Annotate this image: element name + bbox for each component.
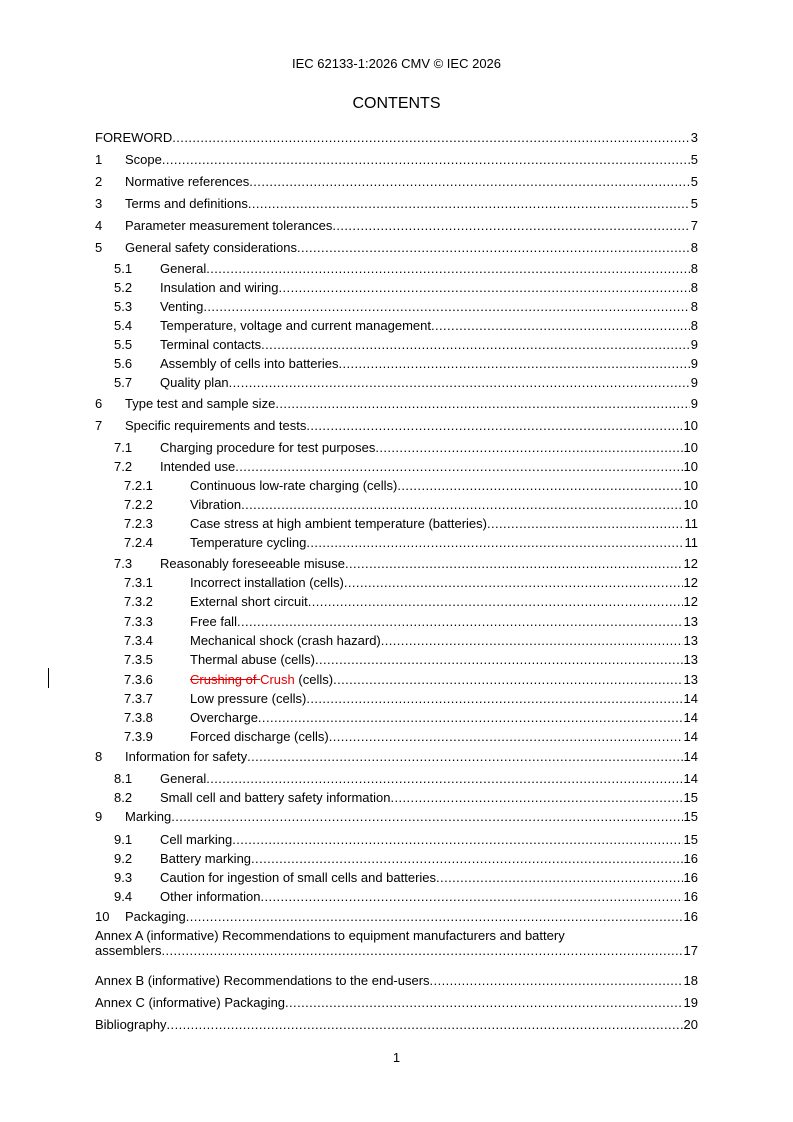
dot-leader (162, 152, 690, 167)
toc-entry[interactable] (95, 610, 698, 629)
toc-entry-number: 7.3.3 (124, 614, 153, 629)
toc-entry[interactable] (95, 414, 698, 433)
toc-entry-page: 14 (683, 710, 698, 725)
toc-entry-page: 11 (684, 535, 698, 550)
toc-entry-number: 9 (95, 809, 103, 824)
toc-entry[interactable] (95, 786, 698, 805)
dot-leader (206, 261, 690, 276)
dot-leader (306, 418, 682, 433)
toc-entry-page: 12 (683, 556, 698, 571)
toc-entry-number: 8.2 (114, 790, 133, 805)
toc-entry-title: General safety considerations (125, 240, 297, 255)
toc-entry-page: 8 (690, 261, 698, 276)
toc-entry-number: 9.1 (114, 832, 133, 847)
toc-entry-page: 15 (683, 832, 698, 847)
toc-entry-number: 5.3 (114, 299, 133, 314)
toc-entry-page: 8 (690, 280, 698, 295)
toc-entry-title: Assembly of cells into batteries (160, 356, 339, 371)
toc-entry[interactable] (95, 885, 698, 904)
toc-entry-title: Battery marking (160, 851, 252, 866)
toc-entry-number: 8 (95, 749, 103, 764)
toc-entry-title: Charging procedure for test purposes (160, 440, 376, 455)
toc-entry[interactable] (95, 866, 698, 885)
dot-leader (235, 459, 682, 474)
dot-leader (315, 652, 683, 667)
dot-leader (247, 749, 682, 764)
toc-entry[interactable] (95, 126, 698, 145)
toc-entry-page: 10 (683, 459, 698, 474)
toc-entry[interactable] (95, 455, 698, 474)
toc-entry-number: 5.5 (114, 337, 133, 352)
toc-entry-title: Other information (160, 889, 261, 904)
dot-leader (258, 710, 683, 725)
dot-leader (251, 851, 682, 866)
toc-entry-page: 8 (690, 299, 698, 314)
toc-entry-title: Free fall (190, 614, 237, 629)
toc-annex-entry[interactable] (95, 969, 698, 988)
toc-entry-title: Caution for ingestion of small cells and batteries (160, 870, 437, 885)
toc-entry-number: 7.2.3 (124, 516, 153, 531)
toc-entry[interactable] (95, 474, 698, 493)
toc-entry-page: 15 (683, 790, 698, 805)
dot-leader (279, 280, 690, 295)
toc-entry[interactable] (95, 531, 698, 550)
toc-entry-title: Reasonably foreseeable misuse (160, 556, 345, 571)
toc-entry-page: 12 (683, 594, 698, 609)
toc-annex-entry[interactable] (95, 1013, 698, 1032)
toc-entry[interactable] (95, 571, 698, 590)
toc-entry-title: Terms and definitions (125, 196, 248, 211)
toc-entry-title: Continuous low-rate charging (cells) (190, 478, 398, 493)
toc-entry-title: FOREWORD (95, 130, 173, 145)
toc-entry-page: 10 (683, 497, 698, 512)
toc-entry-number: 7.3.1 (124, 575, 153, 590)
toc-entry-title-rest: (cells) (294, 672, 334, 687)
toc-entry-page: 8 (690, 240, 698, 255)
dot-leader (248, 196, 690, 211)
toc-entry-title: Insulation and wiring (160, 280, 279, 295)
dot-leader (329, 729, 683, 744)
toc-entry-title: Incorrect installation (cells) (190, 575, 344, 590)
dot-leader (161, 943, 682, 958)
toc-entry-title: Mechanical shock (crash hazard) (190, 633, 381, 648)
toc-entry-number: 7.2.4 (124, 535, 153, 550)
dot-leader (241, 497, 682, 512)
toc-entry-title: Quality plan (160, 375, 229, 390)
toc-entry-title: Scope (125, 152, 162, 167)
toc-entry-number: 7.3.4 (124, 633, 153, 648)
toc-entry-page: 14 (683, 771, 698, 786)
toc-entry-title: Forced discharge (cells) (190, 729, 329, 744)
toc-entry[interactable] (95, 493, 698, 512)
dot-leader (229, 375, 690, 390)
toc-entry-title: Low pressure (cells) (190, 691, 307, 706)
document-header: IEC 62133-1:2026 CMV © IEC 2026 (291, 56, 502, 71)
toc-entry-title: Case stress at high ambient temperature (batteries) (190, 516, 487, 531)
toc-entry[interactable] (95, 706, 698, 725)
toc-entry-title: General (160, 261, 207, 276)
toc-entry-title: Annex B (informative) Recommendations to the end-users (95, 973, 430, 988)
toc-entry-number: 7.3.2 (124, 594, 153, 609)
toc-entry[interactable] (95, 371, 698, 390)
toc-entry-title: Parameter measurement tolerances (125, 218, 333, 233)
toc-entry-page: 9 (690, 337, 698, 352)
dot-leader (285, 995, 683, 1010)
toc-entry-page: 16 (683, 889, 698, 904)
dot-leader (338, 356, 689, 371)
toc-entry-title: Temperature cycling (190, 535, 307, 550)
toc-entry[interactable] (95, 148, 698, 167)
toc-entry-title: Overcharge (190, 710, 258, 725)
toc-entry-title: Bibliography (95, 1017, 167, 1032)
toc-entry[interactable] (95, 847, 698, 866)
toc-entry-number: 7.1 (114, 440, 133, 455)
dot-leader (308, 594, 683, 609)
toc-entry-number: 5 (95, 240, 103, 255)
dot-leader (261, 337, 690, 352)
inserted-text: Crush (260, 672, 295, 687)
toc-entry-title: Terminal contacts (160, 337, 262, 352)
dot-leader (306, 691, 682, 706)
toc-entry-title: Specific requirements and tests (125, 418, 307, 433)
dot-leader (333, 672, 682, 687)
toc-entry[interactable] (95, 295, 698, 314)
dot-leader (487, 516, 684, 531)
toc-entry-page: 5 (690, 196, 698, 211)
dot-leader (436, 870, 682, 885)
toc-entry[interactable] (95, 512, 698, 531)
dot-leader (275, 396, 689, 411)
toc-entry-page: 14 (683, 729, 698, 744)
toc-entry-title: Cell marking (160, 832, 233, 847)
dot-leader (203, 299, 689, 314)
toc-entry-title: Type test and sample size (125, 396, 276, 411)
toc-entry-page: 10 (683, 418, 698, 433)
toc-entry[interactable] (95, 629, 698, 648)
toc-entry-page: 10 (683, 440, 698, 455)
dot-leader (344, 575, 683, 590)
toc-entry-number: 5.2 (114, 280, 133, 295)
toc-entry[interactable] (95, 590, 698, 609)
toc-entry-number: 5.6 (114, 356, 133, 371)
deleted-text: Crushing of (190, 672, 261, 687)
page-number: 1 (392, 1050, 401, 1065)
dot-leader (186, 909, 683, 924)
toc-entry-page: 13 (683, 633, 698, 648)
toc-entry-page: 9 (690, 356, 698, 371)
toc-annex-entry[interactable] (95, 928, 698, 958)
toc-entry-page: 13 (683, 672, 698, 687)
toc-entry[interactable] (95, 767, 698, 786)
toc-entry-page: 16 (683, 909, 698, 924)
toc-entry-title: External short circuit (190, 594, 308, 609)
toc-entry-number: 7.3.8 (124, 710, 153, 725)
toc-entry[interactable] (95, 170, 698, 189)
dot-leader (260, 889, 682, 904)
toc-entry[interactable] (95, 257, 698, 276)
toc-entry-title: General (160, 771, 207, 786)
toc-entry-page: 5 (690, 152, 698, 167)
toc-entry-page: 11 (684, 516, 698, 531)
toc-entry[interactable] (95, 214, 698, 233)
toc-entry-page: 16 (683, 870, 698, 885)
toc-entry-page: 16 (683, 851, 698, 866)
dot-leader (232, 832, 682, 847)
toc-entry-number: 10 (95, 909, 110, 924)
toc-entry-number: 6 (95, 396, 103, 411)
toc-entry[interactable] (95, 236, 698, 255)
toc-annex-entry[interactable] (95, 991, 698, 1010)
toc-entry-page: 14 (683, 749, 698, 764)
dot-leader (332, 218, 689, 233)
toc-entry-number: 7.3.5 (124, 652, 153, 667)
dot-leader (431, 318, 690, 333)
dot-leader (237, 614, 683, 629)
toc-entry-page: 15 (683, 809, 698, 824)
dot-leader (249, 174, 689, 189)
toc-entry-page: 3 (690, 130, 698, 145)
toc-entry-number: 3 (95, 196, 103, 211)
toc-entry-page: 8 (690, 318, 698, 333)
toc-entry-number: 5.7 (114, 375, 133, 390)
dot-leader (206, 771, 682, 786)
toc-entry-page: 13 (683, 614, 698, 629)
toc-entry[interactable] (95, 905, 698, 924)
toc-entry[interactable] (95, 276, 698, 295)
toc-entry-number: 7.3 (114, 556, 133, 571)
toc-entry-number: 4 (95, 218, 103, 233)
toc-entry-number: 9.4 (114, 889, 133, 904)
toc-entry-number: 5.1 (114, 261, 133, 276)
toc-entry-title: Small cell and battery safety information (160, 790, 391, 805)
toc-entry-page: 12 (683, 575, 698, 590)
toc-entry-number: 7.3.7 (124, 691, 153, 706)
toc-entry[interactable] (95, 828, 698, 847)
dot-leader (375, 440, 682, 455)
toc-entry-number: 5.4 (114, 318, 133, 333)
toc-entry-page: 19 (683, 995, 698, 1010)
toc-entry[interactable] (95, 805, 698, 824)
toc-entry-title: Vibration (190, 497, 242, 512)
toc-entry[interactable] (95, 436, 698, 455)
change-bar (48, 668, 49, 688)
page-title: CONTENTS (352, 95, 441, 112)
dot-leader (306, 535, 683, 550)
toc-entry-page: 7 (690, 218, 698, 233)
toc-entry[interactable] (95, 725, 698, 744)
toc-entry-title-continued: assemblers (95, 943, 162, 958)
dot-leader (297, 240, 690, 255)
dot-leader (167, 1017, 683, 1032)
toc-entry[interactable] (95, 687, 698, 706)
toc-entry-number: 7.2.2 (124, 497, 153, 512)
toc-entry-number: 1 (95, 152, 103, 167)
toc-entry[interactable] (95, 352, 698, 371)
toc-entry-page: 10 (683, 478, 698, 493)
toc-entry-number: 8.1 (114, 771, 133, 786)
toc-entry[interactable] (95, 314, 698, 333)
toc-entry-page: 9 (690, 396, 698, 411)
toc-entry[interactable] (95, 333, 698, 352)
toc-entry-number: 7.2.1 (124, 478, 153, 493)
toc-entry-page: 9 (690, 375, 698, 390)
dot-leader (172, 130, 689, 145)
toc-entry-title (190, 672, 333, 687)
toc-entry-number: 9.3 (114, 870, 133, 885)
toc-entry-title: Thermal abuse (cells) (190, 652, 315, 667)
dot-leader (397, 478, 682, 493)
toc-entry-title: Marking (125, 809, 172, 824)
toc-entry-title: Annex C (informative) Packaging (95, 995, 286, 1010)
toc-entry-page: 17 (683, 943, 698, 958)
toc-entry-page: 18 (683, 973, 698, 988)
dot-leader (391, 790, 683, 805)
toc-entry-title: Normative references (125, 174, 250, 189)
toc-entry-number: 7.3.6 (124, 672, 153, 687)
toc-entry-page: 14 (683, 691, 698, 706)
dot-leader (345, 556, 683, 571)
toc-entry-title: Venting (160, 299, 204, 314)
toc-entry[interactable] (95, 392, 698, 411)
toc-entry-number: 7 (95, 418, 103, 433)
toc-entry[interactable] (95, 552, 698, 571)
toc-entry-number: 7.2 (114, 459, 133, 474)
toc-entry-title: Intended use (160, 459, 236, 474)
toc-entry-title: Temperature, voltage and current management (160, 318, 431, 333)
toc-entry-title: Packaging (125, 909, 186, 924)
toc-entry-page: 13 (683, 652, 698, 667)
toc-entry-title: Annex A (informative) Recommendations to equipment manufacturers and battery (95, 928, 565, 943)
toc-entry[interactable] (95, 668, 698, 687)
toc-entry[interactable] (95, 648, 698, 667)
toc-entry[interactable] (95, 745, 698, 764)
toc-entry-number: 9.2 (114, 851, 133, 866)
toc-entry[interactable] (95, 192, 698, 211)
toc-entry-page: 5 (690, 174, 698, 189)
dot-leader (381, 633, 683, 648)
dot-leader (430, 973, 683, 988)
toc-entry-title: Information for safety (125, 749, 248, 764)
toc-entry-number: 7.3.9 (124, 729, 153, 744)
dot-leader (171, 809, 682, 824)
toc-entry-page: 20 (683, 1017, 698, 1032)
toc-entry-number: 2 (95, 174, 103, 189)
